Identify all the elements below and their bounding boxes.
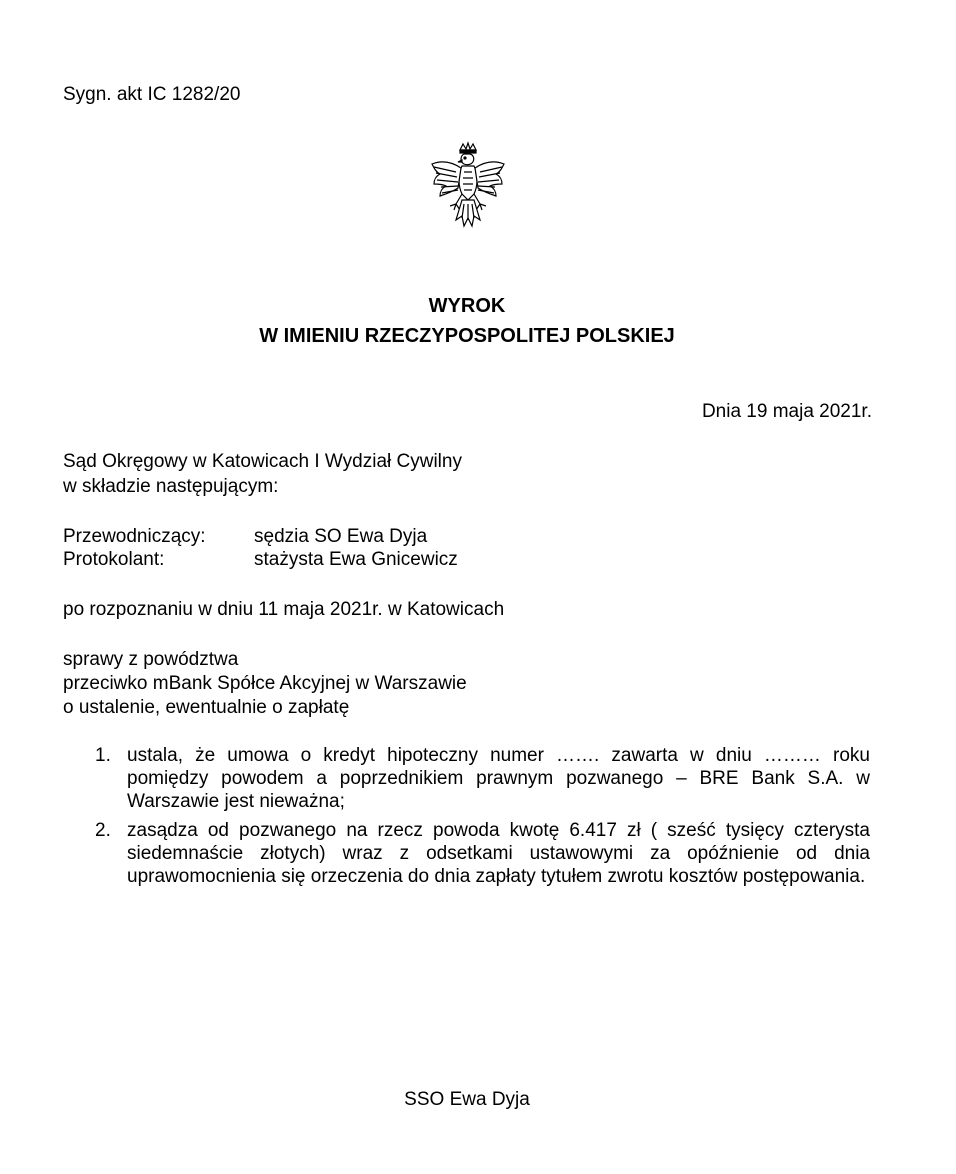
judgment-date: Dnia 19 maja 2021r.: [701, 401, 872, 422]
ruling-text: ustala, że umowa o kredyt hipoteczny numer ……. zawarta w dniu ……… roku pomiędzy powodem a poprzednikiem prawnym pozwanego – BRE Bank S.A. w Warszawie jest nieważna;: [127, 745, 870, 812]
case-line: sprawy z powództwa: [63, 649, 239, 670]
ruling-number: 1.: [95, 745, 111, 766]
court-name: Sąd Okręgowy w Katowicach I Wydział Cywilny: [63, 451, 462, 472]
judge-signature: SSO Ewa Dyja: [404, 1089, 530, 1110]
case-subject: o ustalenie, ewentualnie o zapłatę: [63, 697, 350, 718]
hearing-info: po rozpoznaniu w dniu 11 maja 2021r. w Katowicach: [63, 599, 505, 620]
ruling-text: zasądza od pozwanego na rzecz powoda kwotę 6.417 zł ( sześć tysięcy czterysta siedemnaście złotych) wraz z odsetkami ustawowymi za opóźnienie od dnia uprawomocnienia się orzeczenia do dnia zapłaty tytułem zwrotu kosztów postępowania.: [127, 820, 870, 887]
court-composition-intro: w składzie następującym:: [63, 476, 279, 497]
document-subtitle: W IMIENIU RZECZYPOSPOLITEJ POLSKIEJ: [259, 325, 675, 347]
case-number: Sygn. akt IC 1282/20: [63, 84, 241, 105]
clerk-value: stażysta Ewa Gnicewicz: [254, 549, 458, 570]
ruling-item: [95, 819, 870, 888]
ruling-number: 2.: [95, 820, 111, 841]
document-title: WYROK: [428, 295, 506, 317]
ruling-item: [95, 744, 870, 813]
case-defendant: przeciwko mBank Spółce Akcyjnej w Warszawie: [63, 673, 467, 694]
clerk-label: Protokolant:: [63, 549, 165, 570]
chair-label: Przewodniczący:: [63, 526, 206, 547]
polish-eagle-emblem-icon: [420, 140, 516, 236]
chair-value: sędzia SO Ewa Dyja: [254, 526, 428, 547]
